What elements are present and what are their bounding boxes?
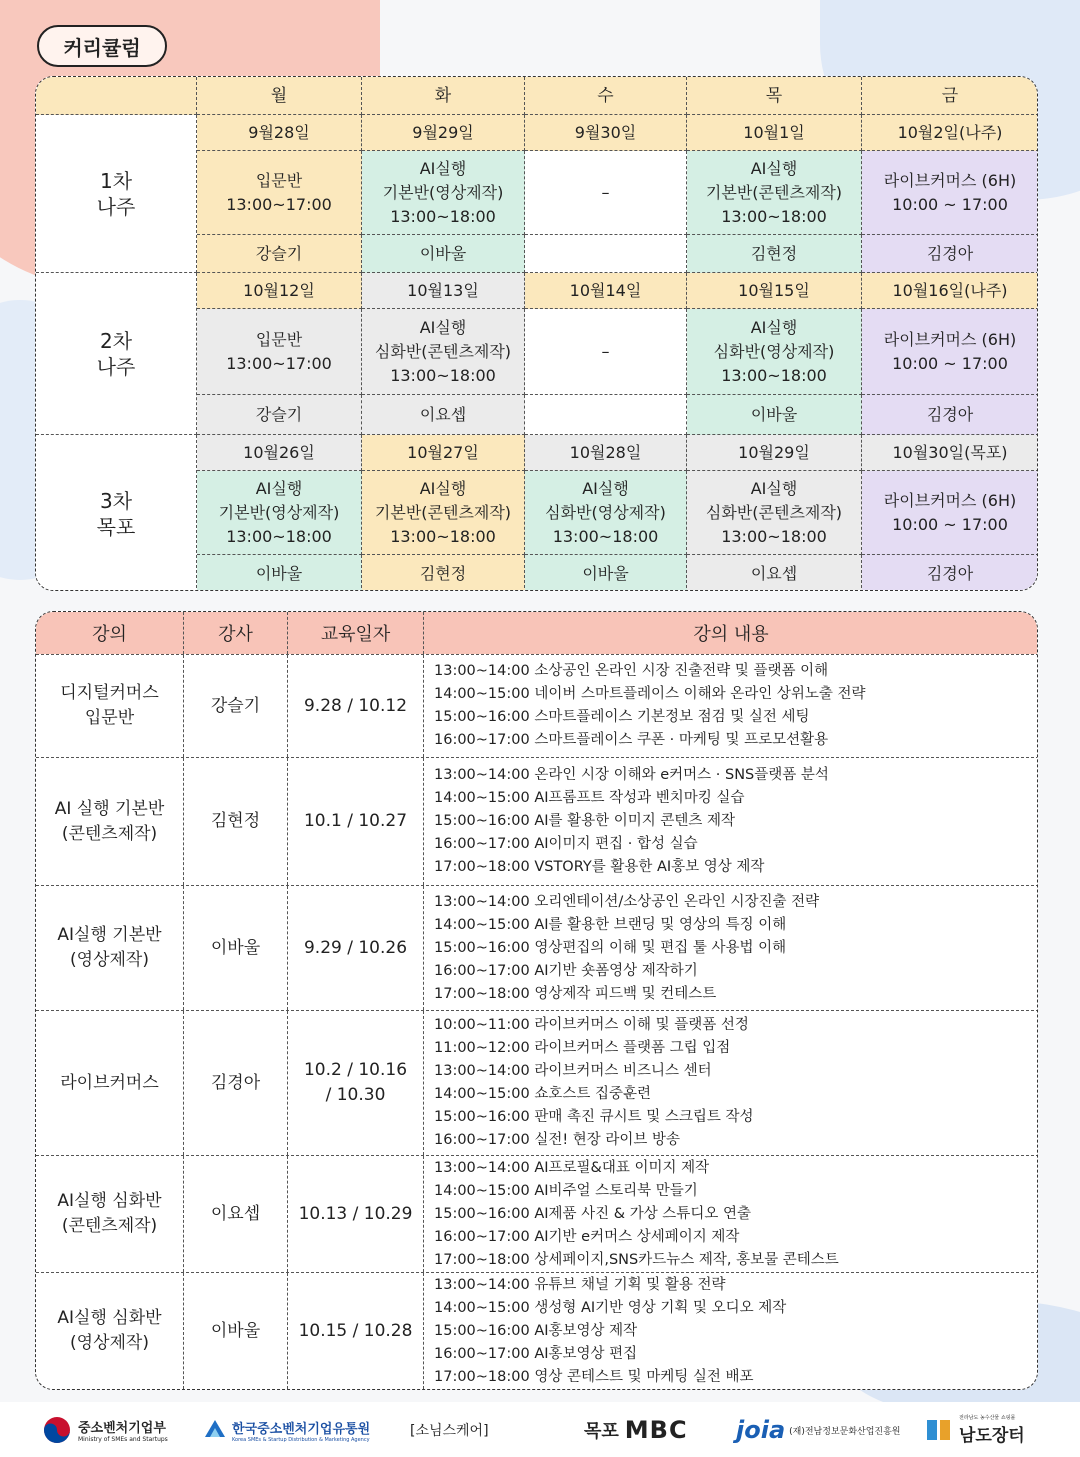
- lecture-header: 강사: [184, 612, 288, 654]
- date-cell: 10월12일: [197, 273, 362, 309]
- class-cell: [197, 309, 362, 395]
- lecture-row: [36, 1010, 1038, 1155]
- lecture-dates: [288, 886, 424, 1010]
- schedule-corner-cell: [36, 77, 197, 115]
- lecture-content: [424, 758, 1038, 885]
- lecture-date-line: 9.29 / 10.26: [303, 937, 408, 958]
- instructor-cell: [525, 395, 687, 435]
- lecture-row: [36, 654, 1038, 757]
- lecture-date-line: 9.28 / 10.12: [303, 695, 408, 716]
- instructor-cell: 이바울: [687, 395, 862, 435]
- lecture-date-line: / 10.30: [325, 1085, 386, 1105]
- class-cell: [687, 151, 862, 235]
- lecture-name-line: AI실행 기본반: [57, 925, 162, 945]
- date-cell: 10월14일: [525, 273, 687, 309]
- session-label-line: 3차: [99, 488, 133, 513]
- lecture-row: [36, 1272, 1038, 1389]
- class-line: –: [601, 341, 610, 361]
- class-cell: [525, 151, 687, 235]
- class-cell: [862, 471, 1038, 555]
- class-line: 심화반(콘텐츠제작): [705, 502, 843, 522]
- lecture-content-line: 15:00~16:00 AI를 활용한 이미지 콘텐츠 제작: [434, 813, 736, 829]
- kodma-icon: [202, 1417, 228, 1443]
- instructor-cell: 이요셉: [362, 395, 525, 435]
- lecture-content: [424, 1156, 1038, 1272]
- class-cell: [197, 471, 362, 555]
- kodma-logo: [202, 1414, 370, 1446]
- class-line: 13:00~17:00: [226, 353, 332, 373]
- class-cell: [525, 471, 687, 555]
- instructor-cell: 김경아: [862, 395, 1038, 435]
- instructor-cell: 이요셉: [687, 555, 862, 591]
- lecture-content-line: 17:00~18:00 상세페이지,SNS카드뉴스 제작, 홍보물 콘테스트: [434, 1251, 839, 1268]
- class-cell: [687, 471, 862, 555]
- session-label-line: 1차: [99, 168, 133, 193]
- class-line: 라이브커머스 (6H): [883, 170, 1017, 190]
- lecture-name: [36, 655, 184, 757]
- lecture-content-line: 14:00~15:00 AI프롬프트 작성과 벤치마킹 실습: [434, 790, 745, 806]
- lecture-content-line: 16:00~17:00 AI이미지 편집 · 합성 실습: [434, 836, 698, 852]
- lecture-name-line: 라이브커머스: [60, 1072, 159, 1093]
- class-cell: [525, 309, 687, 395]
- class-line: 입문반: [255, 329, 303, 349]
- lecture-content: [424, 1011, 1038, 1155]
- instructor-cell: 김현정: [687, 235, 862, 273]
- lecture-content-line: 17:00~18:00 VSTORY를 활용한 AI홍보 영상 제작: [434, 859, 765, 875]
- lecture-content-line: 13:00~14:00 AI프로필&대표 이미지 제작: [434, 1159, 710, 1176]
- lecture-content-line: 15:00~16:00 영상편집의 이해 및 편집 툴 사용법 이해: [434, 939, 787, 956]
- date-cell: 10월29일: [687, 435, 862, 471]
- class-line: 13:00~18:00: [721, 365, 827, 385]
- session-label-line: 나주: [96, 194, 136, 219]
- lecture-name-line: (콘텐츠제작): [61, 823, 158, 844]
- namdo-small-text: 전라남도 농수산물 쇼핑몰: [959, 1415, 1016, 1421]
- lecture-content: [424, 1273, 1038, 1389]
- curriculum-badge: 커리큘럼: [37, 25, 167, 67]
- class-line: 13:00~18:00: [390, 206, 496, 226]
- lecture-content-line: 13:00~14:00 라이브커머스 비즈니스 센터: [434, 1063, 712, 1079]
- class-line: 기본반(영상제작): [382, 182, 504, 202]
- lecture-content-line: 17:00~18:00 영상제작 피드백 및 컨테스트: [434, 985, 717, 1002]
- class-line: 13:00~17:00: [226, 194, 332, 214]
- class-line: AI실행: [750, 317, 798, 337]
- lecture-content-line: 17:00~18:00 영상 콘테스트 및 마케팅 실전 배포: [434, 1368, 754, 1385]
- lecture-name: [36, 1011, 184, 1155]
- lecture-instructor: 이요셉: [184, 1156, 288, 1272]
- class-line: AI실행: [419, 317, 467, 337]
- lecture-content-line: 15:00~16:00 AI제품 사진 & 가상 스튜디오 연출: [434, 1205, 751, 1222]
- lecture-content-line: 14:00~15:00 네이버 스마트플레이스 이해와 온라인 상위노출 전략: [434, 686, 866, 702]
- lecture-dates: [288, 1156, 424, 1272]
- date-cell: 10월16일(나주): [862, 273, 1038, 309]
- joia-text: joia: [736, 1416, 786, 1444]
- schedule-table: [35, 76, 1038, 591]
- lecture-date-line: 10.13 / 10.29: [298, 1203, 413, 1224]
- lecture-content-line: 16:00~17:00 AI홍보영상 편집: [434, 1345, 638, 1362]
- lecture-content-line: 16:00~17:00 AI기반 숏폼영상 제작하기: [434, 962, 698, 979]
- mokpo-mbc-logo: [584, 1414, 688, 1446]
- lecture-row: [36, 885, 1038, 1010]
- lecture-content-line: 13:00~14:00 오리엔테이션/소상공인 온라인 시장진출 전략: [434, 893, 820, 910]
- class-line: 10:00 ~ 17:00: [892, 514, 1008, 534]
- namdo-icon: [925, 1416, 955, 1444]
- lecture-content-line: 16:00~17:00 스마트플레이스 쿠폰 · 마케팅 및 프로모션활용: [434, 732, 829, 748]
- lecture-content-line: 13:00~14:00 온라인 시장 이해와 e커머스 · SNS플랫폼 분석: [434, 767, 829, 783]
- day-header: 금: [862, 77, 1038, 115]
- class-line: 10:00 ~ 17:00: [892, 194, 1008, 214]
- lecture-content-line: 14:00~15:00 AI를 활용한 브랜딩 및 영상의 특징 이해: [434, 916, 787, 933]
- class-cell: [362, 309, 525, 395]
- lecture-content-line: 14:00~15:00 쇼호스트 집중훈련: [434, 1086, 651, 1102]
- lecture-content-line: 15:00~16:00 판매 촉진 큐시트 및 스크립트 작성: [434, 1109, 754, 1125]
- instructor-cell: 이바울: [197, 555, 362, 591]
- namdo-logo: [925, 1414, 1025, 1446]
- lecture-date-line: 10.2 / 10.16: [303, 1060, 408, 1080]
- class-line: AI실행: [750, 478, 798, 498]
- lecture-header: 강의 내용: [424, 612, 1038, 654]
- namdo-text: 남도장터: [959, 1426, 1025, 1446]
- lecture-content-line: 16:00~17:00 AI기반 e커머스 상세페이지 제작: [434, 1228, 740, 1245]
- class-cell: [362, 151, 525, 235]
- instructor-cell: 이바울: [525, 555, 687, 591]
- class-line: 13:00~18:00: [552, 526, 659, 546]
- lecture-dates: [288, 1273, 424, 1389]
- lecture-name: [36, 1156, 184, 1272]
- session-label-line: 나주: [96, 354, 136, 379]
- class-line: AI실행: [419, 158, 467, 178]
- lecture-content-line: 14:00~15:00 AI비주얼 스토리북 만들기: [434, 1182, 698, 1199]
- day-header: 목: [687, 77, 862, 115]
- class-line: 13:00~18:00: [226, 526, 332, 546]
- class-cell: [687, 309, 862, 395]
- lecture-content: [424, 655, 1038, 757]
- class-line: AI실행: [582, 478, 629, 498]
- class-cell: [362, 471, 525, 555]
- day-header: 화: [362, 77, 525, 115]
- instructor-cell: 강슬기: [197, 235, 362, 273]
- class-line: 심화반(콘텐츠제작): [374, 341, 512, 361]
- lecture-name: [36, 1273, 184, 1389]
- joia-name: (재)전남정보문화산업진흥원: [789, 1426, 901, 1437]
- date-cell: 9월30일: [525, 115, 687, 151]
- instructor-cell: 김경아: [862, 235, 1038, 273]
- class-line: 기본반(콘텐츠제작): [705, 182, 843, 202]
- kodma-name-en: Korea SMEs & Startup Distribution & Marketing Agency: [232, 1436, 370, 1443]
- class-line: 입문반: [255, 170, 303, 190]
- class-cell: [197, 151, 362, 235]
- lecture-date-line: 10.15 / 10.28: [298, 1320, 413, 1341]
- lecture-content-line: 11:00~12:00 라이브커머스 플랫폼 그립 입점: [434, 1040, 731, 1056]
- lecture-name-line: AI실행 심화반: [57, 1308, 162, 1328]
- session-label: [36, 435, 197, 591]
- instructor-cell: 김경아: [862, 555, 1038, 591]
- lecture-header: 교육일자: [288, 612, 424, 654]
- lecture-table: [35, 611, 1038, 1390]
- lecture-instructor: 김현정: [184, 758, 288, 885]
- lecture-name-line: 입문반: [84, 708, 135, 728]
- class-line: AI실행: [255, 478, 303, 498]
- date-cell: 9월29일: [362, 115, 525, 151]
- class-line: 라이브커머스 (6H): [883, 329, 1017, 349]
- date-cell: 10월15일: [687, 273, 862, 309]
- lecture-dates: [288, 758, 424, 885]
- session-label: [36, 115, 197, 273]
- mbc-text: MBC: [624, 1416, 688, 1444]
- sponsor-logos: [0, 1402, 1080, 1457]
- instructor-cell: 강슬기: [197, 395, 362, 435]
- lecture-name-line: AI실행 심화반: [57, 1191, 162, 1211]
- class-line: 10:00 ~ 17:00: [892, 353, 1008, 373]
- taegeuk-icon: [42, 1415, 72, 1445]
- mss-logo: [42, 1414, 168, 1446]
- lecture-name: [36, 758, 184, 885]
- class-line: 13:00~18:00: [721, 526, 827, 546]
- class-line: 라이브커머스 (6H): [883, 490, 1017, 510]
- date-cell: 9월28일: [197, 115, 362, 151]
- lecture-date-line: 10.1 / 10.27: [303, 811, 408, 831]
- lecture-instructor: 이바울: [184, 886, 288, 1010]
- lecture-content: [424, 886, 1038, 1010]
- lecture-content-line: 16:00~17:00 실전! 현장 라이브 방송: [434, 1132, 681, 1148]
- lecture-header: 강의: [36, 612, 184, 654]
- day-header: 수: [525, 77, 687, 115]
- class-line: 13:00~18:00: [390, 365, 496, 385]
- lecture-row: [36, 1155, 1038, 1272]
- lecture-name-line: (영상제작): [70, 1333, 149, 1353]
- lecture-name-line: AI 실행 기본반: [54, 798, 165, 819]
- class-line: 기본반(영상제작): [218, 502, 340, 522]
- class-cell: [862, 309, 1038, 395]
- class-line: 13:00~18:00: [390, 526, 496, 546]
- lecture-instructor: 이바울: [184, 1273, 288, 1389]
- session-label-line: 목포: [96, 514, 136, 539]
- mbc-mokpo-text: 목포: [584, 1421, 619, 1442]
- lecture-instructor: 강슬기: [184, 655, 288, 757]
- lecture-content-line: 14:00~15:00 생성형 AI기반 영상 기획 및 오디오 제작: [434, 1299, 787, 1316]
- lecture-dates: [288, 1011, 424, 1155]
- sonimsu-logo: [소님스케어]: [410, 1423, 489, 1439]
- mss-name-en: Ministry of SMEs and Startups: [78, 1436, 168, 1443]
- date-cell: 10월30일(목포): [862, 435, 1038, 471]
- date-cell: 10월27일: [362, 435, 525, 471]
- kodma-name: 한국중소벤처기업유통원: [232, 1421, 371, 1437]
- lecture-content-line: 10:00~11:00 라이브커머스 이해 및 플랫폼 선정: [434, 1017, 749, 1033]
- mss-name: 중소벤처기업부: [78, 1421, 166, 1436]
- class-line: 기본반(콘텐츠제작): [374, 502, 512, 522]
- lecture-content-line: 13:00~14:00 유튜브 채널 기획 및 활용 전략: [434, 1276, 726, 1293]
- lecture-content-line: 13:00~14:00 소상공인 온라인 시장 진출전략 및 플랫폼 이해: [434, 663, 829, 679]
- class-line: AI실행: [750, 158, 798, 178]
- instructor-cell: [525, 235, 687, 273]
- class-line: –: [601, 182, 610, 202]
- lecture-content-line: 15:00~16:00 스마트플레이스 기본정보 점검 및 실전 세팅: [434, 709, 810, 725]
- lecture-content-line: 15:00~16:00 AI홍보영상 제작: [434, 1322, 638, 1339]
- class-cell: [862, 151, 1038, 235]
- joia-logo: [736, 1414, 901, 1446]
- session-label-line: 2차: [99, 328, 133, 353]
- lecture-name-line: (콘텐츠제작): [61, 1216, 158, 1236]
- lecture-name-line: 디지털커머스: [60, 683, 159, 703]
- instructor-cell: 김현정: [362, 555, 525, 591]
- session-label: [36, 273, 197, 435]
- date-cell: 10월2일(나주): [862, 115, 1038, 151]
- class-line: 심화반(영상제작): [713, 341, 835, 361]
- date-cell: 10월28일: [525, 435, 687, 471]
- lecture-name-line: (영상제작): [70, 950, 149, 970]
- lecture-row: [36, 757, 1038, 885]
- day-header: 월: [197, 77, 362, 115]
- lecture-dates: [288, 655, 424, 757]
- class-line: AI실행: [419, 478, 467, 498]
- instructor-cell: 이바울: [362, 235, 525, 273]
- class-line: 심화반(영상제작): [545, 502, 666, 522]
- date-cell: 10월26일: [197, 435, 362, 471]
- date-cell: 10월13일: [362, 273, 525, 309]
- class-line: 13:00~18:00: [721, 206, 827, 226]
- lecture-instructor: 김경아: [184, 1011, 288, 1155]
- lecture-name: [36, 886, 184, 1010]
- date-cell: 10월1일: [687, 115, 862, 151]
